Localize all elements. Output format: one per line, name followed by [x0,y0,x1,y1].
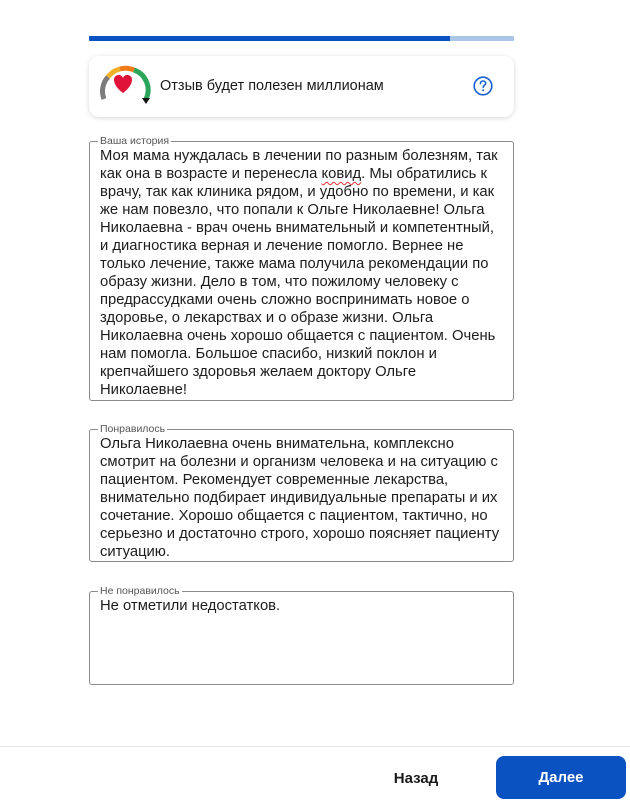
misspelled-word: ковид [321,166,362,182]
question-circle-icon[interactable] [473,76,493,96]
liked-field[interactable] [89,424,514,562]
story-field-label: Ваша история [100,135,170,147]
back-button[interactable]: Назад [378,757,454,799]
liked-field-label: Понравилось [100,423,166,435]
disliked-field-label: Не понравилось [100,585,180,597]
disliked-field-text[interactable]: Не отметили недостатков. [100,598,281,614]
info-banner-text: Отзыв будет полезен миллионам [160,78,384,94]
info-banner [89,56,514,117]
story-text-part: . Мы обратились к врачу, так как клиника рядом, и удобно по времени, и как же нам повезло, что попали к Ольге Николаевне! Ольга Николаевна - врач очень внимательный и компетентный, и диагностика верная и лечение помогло. Вернее не только лечение, также мама получила рекомендации по образу жизни. Дело в том, что пожилому человеку с предрассудками очень сложно воспринимать новое о здоровье, о лекарствах и о образе жизни. Ольга Николаевна очень хорошо общается с пациентом. Очень нам помогла. Большое спасибо, низкий поклон и крепчайшего здоровья желаем доктору Ольге Николаевне! [100,166,500,397]
story-text-part: Моя мама нуждалась в лечении по разным болезням, так как она в возрасте и перенесла [100,148,502,182]
story-field-text[interactable] [100,147,503,397]
next-button[interactable]: Далее [496,756,626,799]
progress-bar [89,36,514,41]
disliked-field[interactable] [89,586,514,685]
footer-bar [0,746,630,803]
liked-field-text[interactable]: Ольга Николаевна очень внимательна, комплексно смотрит на болезни и организм человека и на ситуацию с пациентом. Рекомендует современные лекарства, внимательно подбирает индивидуальные препараты и их сочетание. Хорошо общается с пациентом, тактично, но серьезно и достаточно строго, хорошо поясняет пациенту ситуацию. [100,436,503,559]
progress-bar-fill [89,36,450,41]
heart-gauge-icon [98,61,152,111]
story-field[interactable] [89,136,514,401]
